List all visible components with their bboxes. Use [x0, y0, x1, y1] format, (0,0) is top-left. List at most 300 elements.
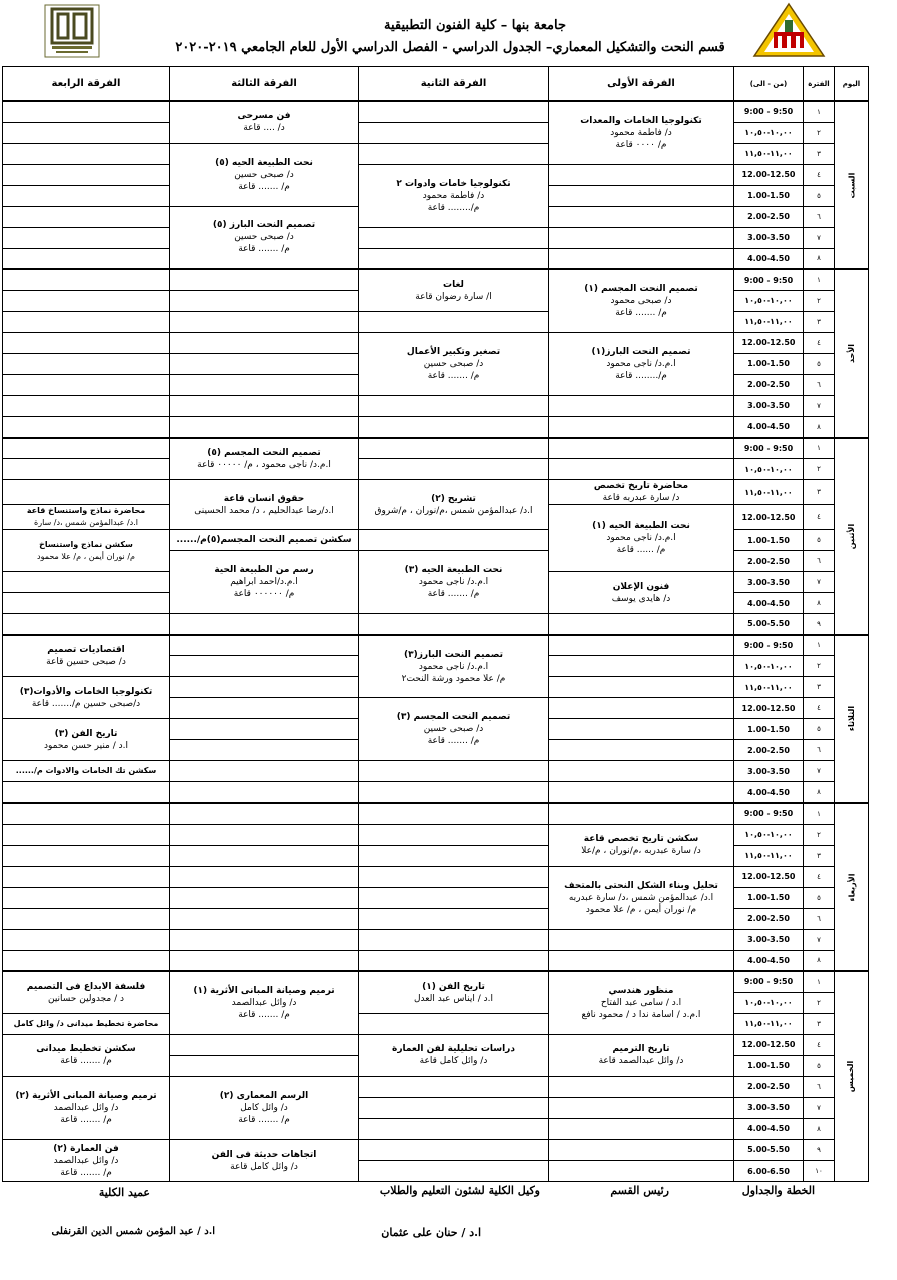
empty-cell — [3, 269, 170, 290]
empty-cell — [170, 1034, 359, 1055]
time-range: ١١,٠٠-١١,٥٠ — [734, 480, 804, 505]
empty-cell — [549, 206, 734, 227]
course-title: اقتصاديات تصميم — [47, 645, 125, 655]
table-row — [3, 803, 869, 824]
time-range: 1.00-1.50 — [734, 530, 804, 551]
time-range: ١١,٠٠-١١,٥٠ — [734, 845, 804, 866]
empty-cell — [359, 530, 549, 551]
empty-cell — [170, 677, 359, 698]
period-number: ١٠ — [804, 1161, 835, 1182]
course-cell — [170, 480, 359, 530]
period-number: ٢ — [804, 992, 835, 1013]
course-cell — [549, 269, 734, 332]
period-number: ٤ — [804, 164, 835, 185]
empty-cell — [549, 656, 734, 677]
empty-cell — [359, 866, 549, 887]
empty-cell — [359, 1097, 549, 1118]
empty-cell — [549, 698, 734, 719]
empty-cell — [3, 206, 170, 227]
course-detail: د/ سارة عبدربه ،م/نوران ، م/علا — [581, 846, 701, 857]
empty-cell — [549, 719, 734, 740]
course-cell — [170, 206, 359, 269]
empty-cell — [3, 395, 170, 416]
course-title: محاضرة تاريخ تخصص — [593, 481, 689, 492]
course-detail: د/ سارة عبدربه قاعة — [602, 493, 680, 504]
time-range: 9:00 – 9:50 — [734, 269, 804, 290]
course-detail: ا/ سارة رضوان قاعة — [415, 291, 492, 302]
course-title: تصميم النحت البارز(٣) — [403, 649, 504, 660]
course-cell — [170, 438, 359, 480]
table-row — [3, 227, 869, 248]
university-logo — [752, 2, 826, 58]
time-range: 4.00-4.50 — [734, 248, 804, 269]
empty-cell — [549, 164, 734, 185]
course-detail: ا.م.د/احمد ابراهيم — [230, 577, 298, 588]
day-label: الخميس — [845, 1060, 855, 1093]
empty-cell — [549, 227, 734, 248]
table-row — [3, 311, 869, 332]
day-label: الأربعاء — [846, 873, 856, 902]
empty-cell — [359, 122, 549, 143]
course-cell — [359, 332, 549, 395]
empty-cell — [3, 824, 170, 845]
empty-cell — [359, 761, 549, 782]
day-label: الأحد — [847, 343, 856, 363]
signature-head-of-dept: رئيس القسم — [610, 1184, 669, 1197]
table-row — [3, 459, 869, 480]
course-title: تشريح (٢) — [431, 493, 476, 504]
empty-cell — [549, 248, 734, 269]
period-number: ٧ — [804, 227, 835, 248]
header-year2: الفرقة الثانية — [359, 67, 549, 102]
signatures-footer — [0, 1176, 897, 1280]
empty-cell — [3, 332, 170, 353]
table-row — [3, 845, 869, 866]
course-cell — [170, 101, 359, 143]
table-row — [3, 950, 869, 971]
empty-cell — [549, 677, 734, 698]
table-row — [3, 782, 869, 803]
empty-cell — [3, 459, 170, 480]
empty-cell — [359, 438, 549, 459]
course-detail: ا.م.د/ ناجى محمود — [606, 358, 676, 369]
empty-cell — [359, 614, 549, 635]
course-cell — [549, 505, 734, 572]
empty-cell — [359, 950, 549, 971]
empty-cell — [549, 614, 734, 635]
course-title: تصميم النحت المجسم (٥) — [207, 447, 321, 458]
empty-cell — [359, 227, 549, 248]
empty-cell — [359, 395, 549, 416]
empty-cell — [3, 290, 170, 311]
course-cell — [549, 824, 734, 866]
empty-cell — [170, 395, 359, 416]
empty-cell — [3, 572, 170, 593]
course-title: ترميم وصيانة المبانى الأثرية (٢) — [15, 1090, 157, 1101]
time-range: 2.00-2.50 — [734, 1076, 804, 1097]
header-time: (من – الى) — [734, 67, 804, 102]
empty-cell — [3, 143, 170, 164]
course-cell — [359, 635, 549, 698]
empty-cell — [3, 438, 170, 459]
course-detail: ا.د / سامى عبد الفتاح — [600, 998, 682, 1009]
empty-cell — [549, 635, 734, 656]
empty-cell — [549, 395, 734, 416]
time-range: ١١,٠٠-١١,٥٠ — [734, 143, 804, 164]
empty-cell — [170, 761, 359, 782]
course-detail: م/ ٠٠٠٠ قاعة — [615, 139, 667, 150]
course-cell — [549, 101, 734, 164]
time-range: 3.00-3.50 — [734, 1097, 804, 1118]
header-day: اليوم — [835, 67, 869, 102]
course-title: تصميم النحت المجسم (١) — [584, 284, 698, 295]
empty-cell — [359, 459, 549, 480]
table-row — [3, 908, 869, 929]
period-number: ٦ — [804, 374, 835, 395]
course-cell — [359, 971, 549, 1013]
empty-cell — [359, 803, 549, 824]
university-title: جامعة بنها – كلية الفنون التطبيقية — [383, 18, 567, 33]
course-title: تحليل وبناء الشكل النحتى بالمتحف — [564, 880, 718, 891]
course-title: تاريخ الفن (٣) — [54, 728, 118, 739]
course-detail: م/ نوران أيمن ، م/ علا محمود — [37, 551, 135, 561]
empty-cell — [549, 185, 734, 206]
course-title: تصميم النحت المجسم (٣) — [396, 712, 511, 723]
course-detail: م/ ....... قاعة — [427, 589, 480, 600]
time-range: 3.00-3.50 — [734, 227, 804, 248]
signature-planning: الخطة والجداول — [741, 1184, 815, 1197]
time-range: 6.00-6.50 — [734, 1161, 804, 1182]
table-row — [3, 866, 869, 887]
time-range: 2.00-2.50 — [734, 551, 804, 572]
time-range: 1.00-1.50 — [734, 1055, 804, 1076]
table-row — [3, 332, 869, 353]
day-cell — [835, 101, 869, 269]
table-row — [3, 887, 869, 908]
period-number: ٣ — [804, 311, 835, 332]
course-title: الرسم المعمارى (٢) — [219, 1090, 309, 1101]
period-number: ١ — [804, 803, 835, 824]
time-range: ١١,٠٠-١١,٥٠ — [734, 1013, 804, 1034]
empty-cell — [549, 1097, 734, 1118]
table-row — [3, 416, 869, 437]
empty-cell — [3, 782, 170, 803]
empty-cell — [170, 950, 359, 971]
empty-cell — [170, 1055, 359, 1076]
table-row — [3, 269, 869, 290]
time-range: 5.00-5.50 — [734, 1139, 804, 1160]
empty-cell — [3, 593, 170, 614]
course-detail: د/ صبحى حسين — [234, 232, 294, 243]
time-range: 1.00-1.50 — [734, 353, 804, 374]
empty-cell — [170, 374, 359, 395]
table-row — [3, 761, 869, 782]
course-detail: د/ وائل كامل قاعة — [230, 1161, 298, 1172]
course-detail: د/ فاطمة محمود — [610, 127, 672, 138]
period-number: ١ — [804, 438, 835, 459]
time-range: ١٠,٠٠-١٠,٥٠ — [734, 992, 804, 1013]
table-row — [3, 1076, 869, 1097]
table-row — [3, 929, 869, 950]
empty-cell — [3, 311, 170, 332]
table-row — [3, 101, 869, 122]
empty-cell — [549, 1076, 734, 1097]
course-title: سكشن تخطيط ميدانى — [36, 1044, 136, 1055]
period-number: ٤ — [804, 1034, 835, 1055]
empty-cell — [3, 353, 170, 374]
time-range: 2.00-2.50 — [734, 740, 804, 761]
page-header — [0, 0, 897, 66]
course-detail: م/........ قاعة — [427, 202, 480, 213]
empty-cell — [549, 782, 734, 803]
course-cell — [549, 332, 734, 395]
time-range: 4.00-4.50 — [734, 1118, 804, 1139]
course-detail: ا.د/ عبدالمؤمن شمس ،د/ سارة عبدربه — [568, 892, 714, 903]
empty-cell — [170, 929, 359, 950]
time-range: 9:00 – 9:50 — [734, 971, 804, 992]
course-detail: م/........ قاعة — [615, 370, 667, 381]
course-title: تاريخ الفن (١) — [422, 981, 485, 992]
course-detail: د/ وائل عبدالصمد قاعة — [598, 1056, 684, 1067]
empty-cell — [359, 101, 549, 122]
empty-cell — [549, 459, 734, 480]
empty-cell — [170, 887, 359, 908]
empty-cell — [3, 887, 170, 908]
empty-cell — [549, 740, 734, 761]
course-detail: ا.د / منير حسن محمود — [44, 740, 128, 751]
empty-cell — [3, 480, 170, 505]
day-label: الثلاثاء — [847, 706, 856, 732]
empty-cell — [549, 950, 734, 971]
empty-cell — [170, 719, 359, 740]
course-cell — [359, 480, 549, 530]
course-title: تصميم النحت البارز (٥) — [212, 220, 316, 231]
empty-cell — [359, 1139, 549, 1160]
empty-cell — [3, 101, 170, 122]
time-range: 4.00-4.50 — [734, 950, 804, 971]
period-number: ٣ — [804, 143, 835, 164]
course-detail: م/ ....... قاعة — [427, 736, 480, 747]
table-row — [3, 1034, 869, 1055]
course-detail: ا.م.د / اسامة ندا د / محمود نافع — [581, 1010, 701, 1021]
empty-cell — [549, 1118, 734, 1139]
period-number: ٦ — [804, 1076, 835, 1097]
period-number: ٣ — [804, 845, 835, 866]
time-range: ١٠,٠٠-١٠,٥٠ — [734, 656, 804, 677]
empty-cell — [170, 614, 359, 635]
header-period: الفترة — [804, 67, 835, 102]
course-title: تكنولوجيا خامات وادوات ٢ — [396, 178, 511, 189]
empty-cell — [359, 1013, 549, 1034]
empty-cell — [3, 929, 170, 950]
empty-cell — [170, 782, 359, 803]
course-detail: م/ ....... قاعة — [238, 181, 290, 192]
course-title: سكشن تصميم النحت المجسم(٥)م/...... — [176, 535, 352, 546]
period-number: ٧ — [804, 395, 835, 416]
empty-cell — [549, 761, 734, 782]
empty-cell — [359, 887, 549, 908]
time-range: 2.00-2.50 — [734, 206, 804, 227]
course-cell — [3, 530, 170, 572]
empty-cell — [3, 248, 170, 269]
course-title: تاريخ الترميم — [612, 1044, 670, 1055]
day-cell — [835, 803, 869, 971]
empty-cell — [3, 866, 170, 887]
course-detail: م/ ....... قاعة — [60, 1167, 112, 1178]
course-detail: د/ وائل كامل — [240, 1102, 288, 1113]
time-range: 12.00-12.50 — [734, 1034, 804, 1055]
course-detail: د/ .... قاعة — [243, 123, 285, 134]
course-detail: م/ ....... قاعة — [238, 1114, 290, 1125]
empty-cell — [3, 374, 170, 395]
table-row — [3, 971, 869, 992]
course-cell — [359, 551, 549, 614]
empty-cell — [170, 290, 359, 311]
empty-cell — [170, 698, 359, 719]
empty-cell — [170, 353, 359, 374]
course-title: تكنولوجيا الخامات والمعدات — [580, 115, 702, 126]
course-cell — [3, 1076, 170, 1139]
header-year3: الفرقة الثالثة — [170, 67, 359, 102]
table-row — [3, 143, 869, 164]
time-range: 4.00-4.50 — [734, 782, 804, 803]
period-number: ٨ — [804, 416, 835, 437]
empty-cell — [359, 845, 549, 866]
period-number: ١ — [804, 269, 835, 290]
time-range: ١٠,٠٠-١٠,٥٠ — [734, 290, 804, 311]
course-detail: د/ صبحى حسين — [423, 724, 484, 735]
course-title: فن العمارة (٢) — [53, 1143, 119, 1154]
period-number: ٢ — [804, 122, 835, 143]
course-detail: ا.م.د/ ناجى محمود — [418, 577, 489, 588]
empty-cell — [3, 803, 170, 824]
empty-cell — [170, 269, 359, 290]
course-detail: د/ صبحى محمود — [610, 296, 672, 307]
empty-cell — [359, 1076, 549, 1097]
course-title: ترميم وصيانة المبانى الأثرية (١) — [193, 986, 335, 997]
course-title: سكشن نماذج واستنساخ — [39, 539, 133, 549]
course-detail: د / مجدولين حسانين — [47, 993, 125, 1004]
course-detail: م/ ٠٠٠٠٠٠ قاعة — [233, 589, 295, 600]
header-year4: الفرقة الرابعة — [3, 67, 170, 102]
course-title: فلسفة الابداع فى التصميم — [26, 981, 146, 992]
course-detail: ا.د/رضا عبدالحليم ، د/ محمد الحسينى — [194, 505, 334, 516]
empty-cell — [359, 824, 549, 845]
course-detail: ا.م.د/ ناجى محمود — [606, 533, 676, 544]
time-range: ١٠,٠٠-١٠,٥٠ — [734, 122, 804, 143]
course-title: اتجاهات حديثة فى الفن — [211, 1149, 317, 1160]
empty-cell — [170, 845, 359, 866]
table-row — [3, 164, 869, 185]
empty-cell — [549, 438, 734, 459]
time-range: ١١,٠٠-١١,٥٠ — [734, 677, 804, 698]
empty-cell — [170, 416, 359, 437]
period-number: ٤ — [804, 505, 835, 530]
course-title: فنون الإعلان — [612, 581, 670, 592]
period-number: ٨ — [804, 950, 835, 971]
period-number: ١ — [804, 635, 835, 656]
day-cell — [835, 971, 869, 1181]
empty-cell — [3, 122, 170, 143]
course-cell — [170, 551, 359, 614]
period-number: ٩ — [804, 614, 835, 635]
period-number: ٨ — [804, 782, 835, 803]
empty-cell — [3, 845, 170, 866]
signature-dean: عميد الكلية — [98, 1186, 150, 1199]
course-cell — [3, 761, 170, 782]
empty-cell — [170, 332, 359, 353]
table-row — [3, 530, 869, 551]
empty-cell — [359, 248, 549, 269]
course-detail: د/ هايدى يوسف — [611, 593, 671, 604]
period-number: ٣ — [804, 677, 835, 698]
day-label: الأثنين — [847, 523, 856, 549]
course-cell — [549, 971, 734, 1034]
course-title: تصغير وتكبير الأعمال — [406, 346, 501, 357]
period-number: ٧ — [804, 572, 835, 593]
empty-cell — [170, 866, 359, 887]
course-title: منظور هندسي — [608, 986, 674, 997]
course-detail: د/ صبحى حسين — [234, 169, 294, 180]
course-detail: ا.د/ عبدالمؤمن شمس ،م/نوران ، م/شروق — [374, 505, 533, 516]
period-number: ٦ — [804, 908, 835, 929]
time-range: 3.00-3.50 — [734, 395, 804, 416]
period-number: ٦ — [804, 551, 835, 572]
time-range: 1.00-1.50 — [734, 719, 804, 740]
period-number: ٤ — [804, 866, 835, 887]
course-cell — [3, 677, 170, 719]
course-cell — [3, 1034, 170, 1076]
time-range: 12.00-12.50 — [734, 164, 804, 185]
table-row — [3, 248, 869, 269]
time-range: 3.00-3.50 — [734, 572, 804, 593]
time-range: 5.00-5.50 — [734, 614, 804, 635]
course-title: حقوق انسان قاعة — [223, 493, 305, 504]
period-number: ١ — [804, 971, 835, 992]
dean-name: ا.د / عبد المؤمن شمس الدين القرنفلى — [51, 1226, 215, 1237]
time-range: 4.00-4.50 — [734, 593, 804, 614]
empty-cell — [3, 227, 170, 248]
period-number: ٥ — [804, 719, 835, 740]
period-number: ٤ — [804, 698, 835, 719]
course-title: محاضرة تخطيط ميدانى د/ وائل كامل — [13, 1018, 159, 1028]
vice-dean-name: ا.د / حنان على عثمان — [381, 1226, 481, 1239]
course-title: رسم من الطبيعة الحية — [214, 565, 314, 576]
faculty-logo — [44, 4, 100, 58]
period-number: ٢ — [804, 459, 835, 480]
time-range: 3.00-3.50 — [734, 929, 804, 950]
course-detail: د/ وائل عبدالصمد — [53, 1155, 119, 1166]
department-title: قسم النحت والتشكيل المعماري– الجدول الدراسي - الفصل الدراسي الأول للعام الجامعي ٢٠١٩-٢٠٢٠ — [175, 40, 725, 55]
course-cell — [549, 480, 734, 505]
time-range: 9:00 – 9:50 — [734, 803, 804, 824]
course-cell — [359, 1034, 549, 1076]
day-cell — [835, 269, 869, 437]
course-cell — [3, 1013, 170, 1034]
empty-cell — [549, 929, 734, 950]
period-number: ٥ — [804, 353, 835, 374]
period-number: ٢ — [804, 824, 835, 845]
time-range: ١٠,٠٠-١٠,٥٠ — [734, 459, 804, 480]
time-range: 4.00-4.50 — [734, 416, 804, 437]
period-number: ٢ — [804, 290, 835, 311]
course-detail: م/ ....... قاعة — [238, 244, 290, 255]
table-row — [3, 480, 869, 505]
empty-cell — [359, 416, 549, 437]
course-cell — [170, 143, 359, 206]
course-cell — [3, 635, 170, 677]
time-range: 12.00-12.50 — [734, 866, 804, 887]
